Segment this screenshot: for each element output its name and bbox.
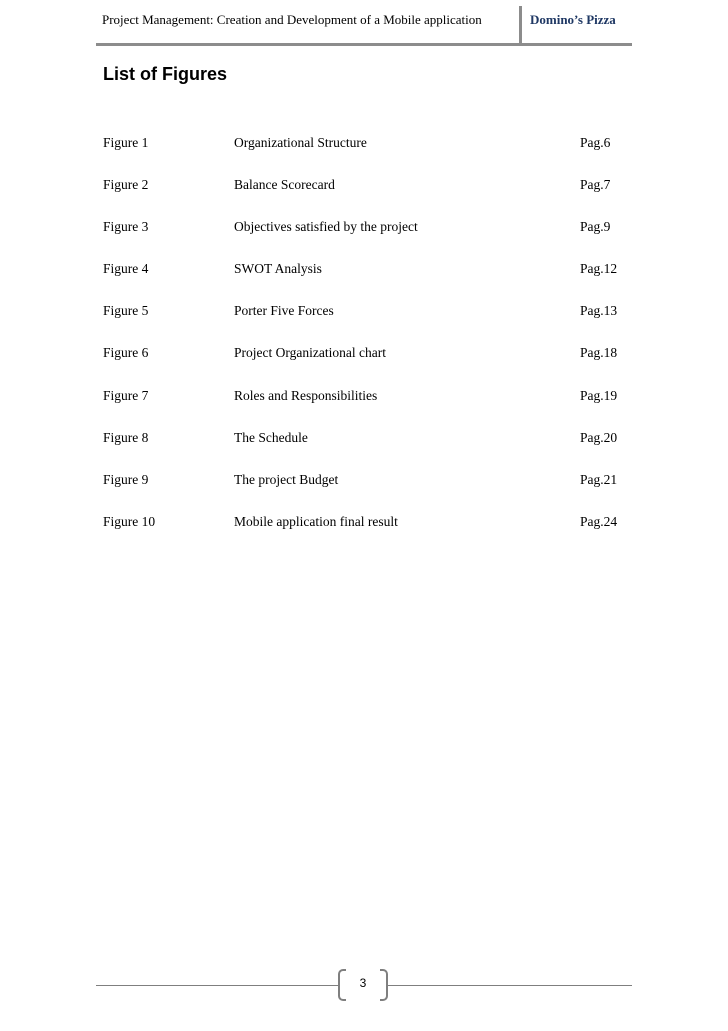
left-bracket-decoration [338, 969, 346, 1001]
footer-rule-left [96, 985, 340, 986]
figure-number: Figure 10 [103, 514, 156, 529]
figure-row [0, 135, 728, 155]
page-number: 3 [359, 976, 367, 990]
figure-number: Figure 5 [103, 303, 149, 318]
figure-page: Pag.13 [580, 303, 618, 318]
figure-number: Figure 1 [103, 135, 149, 150]
figure-page: Pag.24 [580, 514, 618, 529]
figure-row [0, 388, 728, 408]
header-brand: Domino’s Pizza [530, 12, 616, 27]
header-separator [519, 6, 522, 46]
page-title: List of Figures [103, 64, 228, 84]
figure-page: Pag.20 [580, 430, 618, 445]
figure-row [0, 514, 728, 534]
right-bracket-decoration [380, 969, 388, 1001]
figure-page: Pag.12 [580, 261, 618, 276]
figure-number: Figure 6 [103, 345, 149, 360]
figure-title: Balance Scorecard [234, 177, 335, 192]
figure-row [0, 219, 728, 239]
figure-page: Pag.19 [580, 388, 618, 403]
figure-title: The project Budget [234, 472, 339, 487]
figure-title: Organizational Structure [234, 135, 367, 150]
figure-number: Figure 3 [103, 219, 149, 234]
figure-number: Figure 7 [103, 388, 149, 403]
figure-title: Project Organizational chart [234, 345, 386, 360]
figure-page: Pag.6 [580, 135, 611, 150]
figure-title: Objectives satisfied by the project [234, 219, 418, 234]
figure-row [0, 177, 728, 197]
figure-title: Mobile application final result [234, 514, 398, 529]
figure-page: Pag.18 [580, 345, 618, 360]
footer-rule-right [388, 985, 632, 986]
figure-row [0, 472, 728, 492]
figure-title: Porter Five Forces [234, 303, 334, 318]
figure-title: SWOT Analysis [234, 261, 322, 276]
figure-page: Pag.7 [580, 177, 611, 192]
header-title: Project Management: Creation and Development of a Mobile application [102, 12, 482, 27]
figure-row [0, 345, 728, 365]
header-rule [96, 43, 632, 46]
figure-row [0, 303, 728, 323]
figure-number: Figure 8 [103, 430, 149, 445]
figure-title: Roles and Responsibilities [234, 388, 378, 403]
figure-row [0, 430, 728, 450]
figure-number: Figure 2 [103, 177, 149, 192]
figure-row [0, 261, 728, 281]
figure-page: Pag.9 [580, 219, 611, 234]
figure-title: The Schedule [234, 430, 308, 445]
figure-number: Figure 4 [103, 261, 149, 276]
figure-page: Pag.21 [580, 472, 618, 487]
figure-number: Figure 9 [103, 472, 149, 487]
